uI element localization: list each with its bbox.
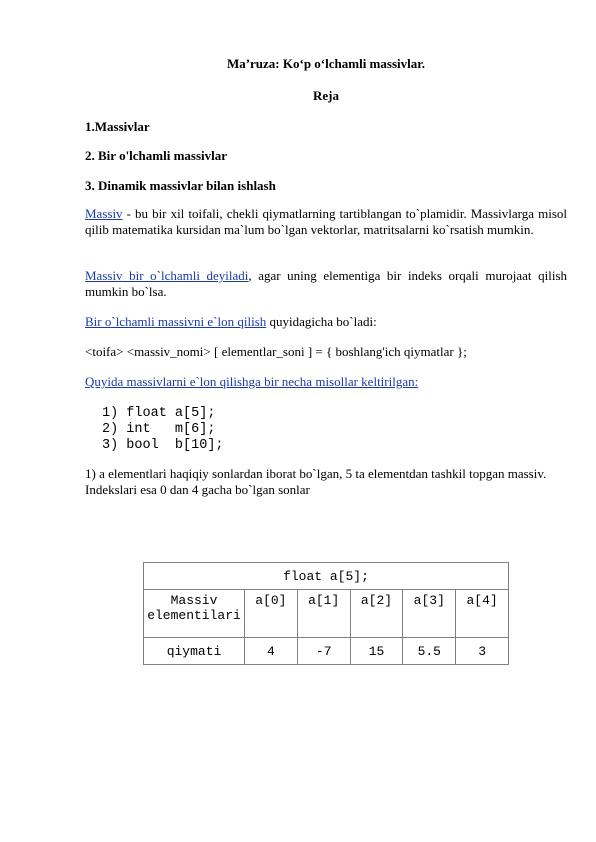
link-declaration[interactable]: Bir o`lchamli massivni e`lon qilish: [85, 314, 267, 329]
lecture-title: Ma’ruza: Ko‘p o‘lchamli massivlar.: [226, 56, 426, 71]
plan-heading: Reja: [313, 88, 339, 103]
array-table: [143, 562, 509, 665]
link-massiv[interactable]: Massiv: [85, 206, 123, 221]
link-examples[interactable]: Quyida massivlarni e`lon qilishga bir necha misollar keltirilgan:: [85, 374, 419, 389]
link-one-dimensional[interactable]: Massiv bir o`lchamli deyiladi: [85, 268, 249, 283]
plan-item-3: 3. Dinamik massivlar bilan ishlash: [85, 178, 276, 193]
plan-item-2: 2. Bir o'lchamli massivlar: [85, 148, 228, 163]
table-row-label: qiymati: [144, 638, 245, 665]
table-header-cell: a[4]: [456, 590, 509, 638]
plan-item-1: 1.Massivlar: [85, 119, 150, 134]
syntax-line: <toifa> <massiv_nomi> [ elementlar_soni ] = { boshlang'ich qiymatlar };: [85, 344, 467, 359]
table-caption: float a[5];: [144, 563, 509, 590]
code-line-2: 2) int m[6];: [102, 422, 216, 437]
table-header-cell: a[1]: [297, 590, 350, 638]
table-value-cell: 4: [245, 638, 298, 665]
paragraph-examples: [85, 374, 567, 390]
table-header-label: Massiv elementilari: [144, 590, 245, 638]
code-line-3: 3) bool b[10];: [102, 438, 224, 453]
table-value-cell: 5.5: [403, 638, 456, 665]
table-header-cell: a[3]: [403, 590, 456, 638]
paragraph-explanation: 1) a elementlari haqiqiy sonlardan iborat bo`lgan, 5 ta elementdan tashkil topgan massiv. Indekslari esa 0 dan 4 gacha bo`lgan sonlar: [85, 466, 547, 497]
code-line-1: 1) float a[5];: [102, 406, 216, 421]
table-value-cell: -7: [297, 638, 350, 665]
table-row: [144, 590, 509, 638]
table-value-cell: 3: [456, 638, 509, 665]
table-header-cell: a[2]: [350, 590, 403, 638]
table-value-cell: 15: [350, 638, 403, 665]
table-header-cell: a[0]: [245, 590, 298, 638]
table-row: [144, 638, 509, 665]
paragraph-massiv-definition: Massiv - bu bir xil toifali, chekli qiymatlarning tartiblangan to`plamidir. Massivlarga misol qilib matematika kursidan ma`lum bo`lgan vektorlar, matritsalarni ko`rsatish mumkin.: [85, 206, 567, 237]
paragraph-declaration: Bir o`lchamli massivni e`lon qilish quyidagicha bo`ladi:: [85, 314, 377, 329]
paragraph-one-dimensional: Massiv bir o`lchamli deyiladi, agar uning elementiga bir indeks orqali murojaat qilish mumkin bo`lsa.: [85, 268, 568, 299]
